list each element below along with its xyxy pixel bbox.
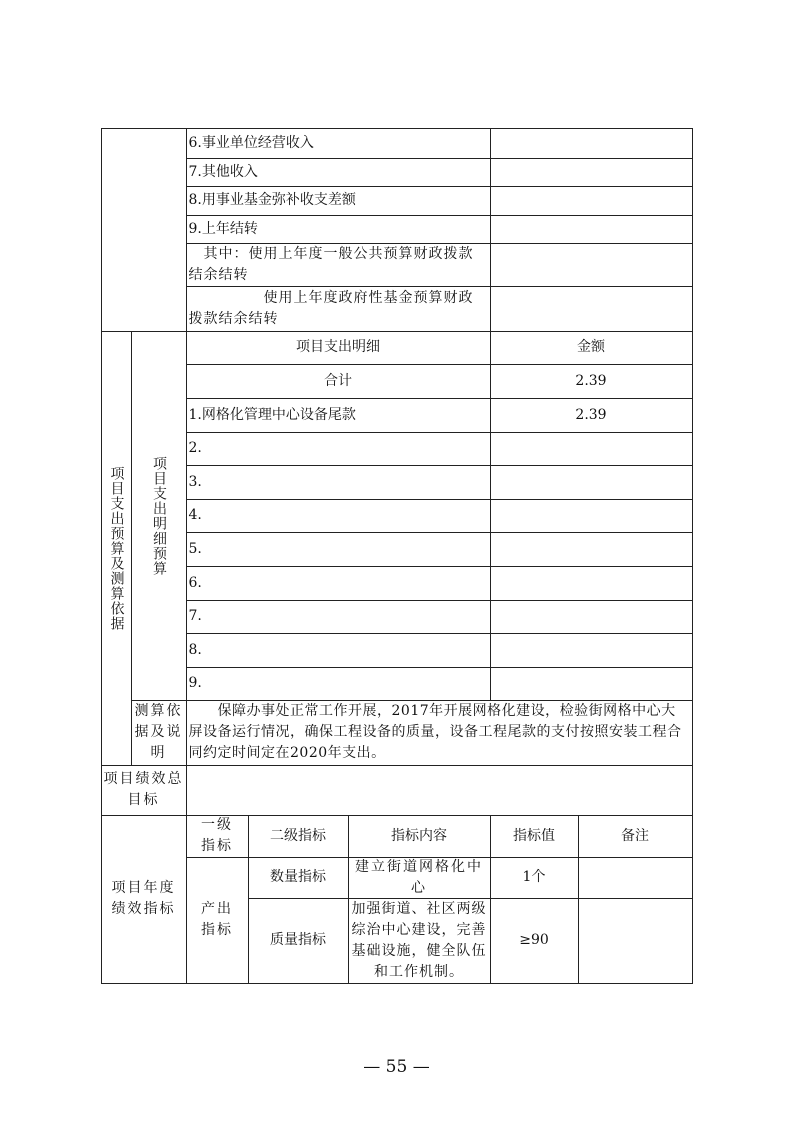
expense-item-amount: [490, 667, 693, 701]
expense-item-amount: [490, 432, 693, 466]
expense-item-label: 2.: [186, 432, 491, 466]
page-number: — 55 —: [363, 1057, 430, 1077]
expense-header-amount: 金额: [490, 331, 693, 365]
income-label: 6.事业单位经营收入: [188, 134, 314, 151]
expense-item-amount: [490, 633, 693, 668]
expense-item-amount: [490, 499, 693, 533]
expense-item-amount: [490, 465, 693, 500]
income-amount: [490, 215, 693, 244]
expense-inner-label: 项目支出明细预算: [131, 331, 187, 701]
content-cell: 建立街道网格化中心: [348, 857, 491, 899]
income-row: [186, 128, 491, 159]
expense-item-label: 1.网格化管理中心设备尾款: [186, 398, 491, 433]
expense-item-label: 9.: [186, 667, 491, 701]
income-blank-cell: [101, 128, 187, 332]
income-label: 9.上年结转: [188, 220, 258, 237]
header-level2: 二级指标: [248, 815, 349, 858]
value-cell: ≥90: [490, 898, 579, 984]
header-content: 指标内容: [348, 815, 491, 858]
content-cell: 加强街道、社区两级综治中心建设，完善基础设施，健全队伍和工作机制。: [348, 898, 491, 984]
income-label: 7.其他收入: [188, 163, 258, 180]
income-row: [186, 158, 491, 187]
level2-cell: 数量指标: [248, 857, 349, 899]
basis-text: 保障办事处正常工作开展，2017年开展网格化建设，检验街网格中心大屏设备运行情况，确保工程设备的质量，设备工程尾款的支付按照安装工程合同约定时间定在2020年支出。: [186, 700, 693, 766]
expense-total-amount: 2.39: [490, 364, 693, 399]
expense-header-item: 项目支出明细: [186, 331, 491, 365]
goal-value: [186, 765, 693, 816]
expense-item-amount: [490, 600, 693, 634]
income-label: 使用上年度政府性基金预算财政拨款结余结转: [188, 289, 474, 327]
header-value: 指标值: [490, 815, 579, 858]
income-amount: [490, 286, 693, 332]
note-cell: [578, 857, 693, 899]
expense-item-label: 5.: [186, 532, 491, 567]
income-label: 8.用事业基金弥补收支差额: [188, 192, 356, 208]
income-amount: [490, 158, 693, 187]
expense-total-label: 合计: [186, 364, 491, 399]
expense-outer-label: 项目支出预算及测算依据: [101, 331, 132, 766]
income-row: [186, 215, 491, 244]
income-row: [186, 286, 491, 332]
header-level1: 一级指标: [186, 815, 249, 858]
expense-item-amount: 2.39: [490, 398, 693, 433]
expense-item-label: 8.: [186, 633, 491, 668]
header-note: 备注: [578, 815, 693, 858]
level2-cell: 质量指标: [248, 898, 349, 984]
expense-item-label: 4.: [186, 499, 491, 533]
expense-item-label: 3.: [186, 465, 491, 500]
income-row: [186, 243, 491, 287]
income-amount: [490, 128, 693, 159]
income-amount: [490, 186, 693, 216]
basis-label: 测算依据及说明: [131, 700, 187, 766]
expense-item-amount: [490, 532, 693, 567]
note-cell: [578, 898, 693, 984]
income-row: [186, 186, 491, 216]
income-label: 其中：使用上年度一般公共预算财政拨款结余结转: [188, 245, 474, 283]
income-amount: [490, 243, 693, 287]
expense-item-amount: [490, 566, 693, 601]
value-cell: 1个: [490, 857, 579, 899]
expense-item-label: 7.: [186, 600, 491, 634]
level1-output: 产出指标: [186, 857, 249, 984]
indicators-label: 项目年度绩效指标: [101, 815, 187, 984]
goal-label: 项目绩效总目标: [101, 765, 187, 816]
expense-item-label: 6.: [186, 566, 491, 601]
